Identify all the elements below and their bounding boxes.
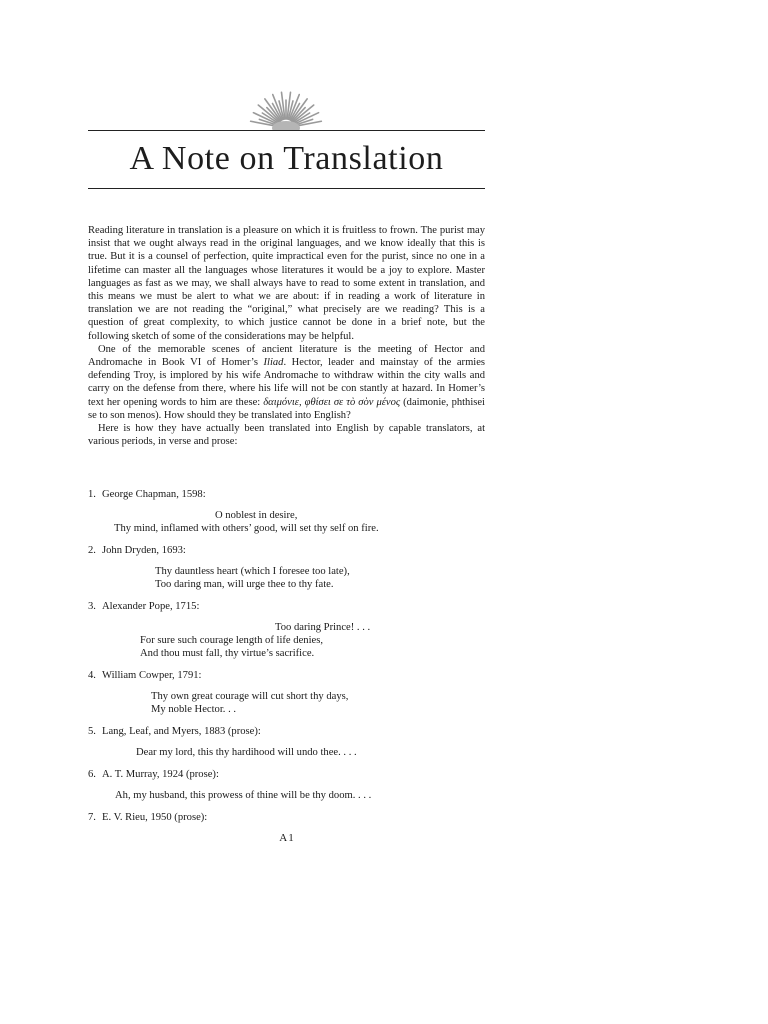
translation-heading: 3. Alexander Pope, 1715: — [88, 601, 200, 612]
translation-heading: 2. John Dryden, 1693: — [88, 545, 186, 556]
translation-item-6 — [88, 768, 485, 811]
paragraph-2-text-a: One of the memorable scenes of ancient literature is the meeting of Hector and Andromache in Book VI of Homer’s — [88, 343, 485, 369]
title-bottom-rule — [88, 188, 485, 189]
translation-item-2 — [88, 544, 485, 600]
paragraph-2 — [88, 343, 485, 422]
page-title: A Note on Translation — [129, 140, 444, 177]
translation-item-5 — [88, 725, 485, 768]
verse-line: For sure such courage length of life denies, — [140, 635, 323, 647]
translation-heading: 6. A. T. Murray, 1924 (prose): — [88, 769, 219, 780]
translation-item-3 — [88, 600, 485, 669]
verse-line: Thy mind, inflamed with others’ good, will set thy self on fire. — [114, 523, 379, 535]
verse-line: Thy own great courage will cut short thy days, — [151, 691, 349, 702]
translation-heading: 7. E. V. Rieu, 1950 (prose): — [88, 812, 208, 823]
paragraph-1: Reading literature in translation is a pleasure on which it is fruitless to frown. The purist may insist that we ought always read in the original languages, and we know ideally that this is true. But it is a counsel of perfection, quite impractical even for the purist, since no one in a lifetime can master all the languages whose literatures it would be a joy to explore. Master languages as fast as we may, we shall always have to read to some extent in translation, and this means we must be alert to what we are about: if in reading a work of literature in translation we are not reading the “original,” what precisely are we reading? This is a question of great complexity, to which justice cannot be done in a brief note, but the following sketch of some of the considerations may be helpful. — [88, 225, 485, 342]
verse-line: And thou must fall, thy virtue’s sacrifice. — [140, 648, 315, 660]
translation-item-1 — [88, 488, 485, 544]
greek-quote: δαιμόνιε, φθίσει σε τὸ σὸν μένος — [263, 396, 401, 408]
paragraph-3: Here is how they have actually been translated into English by capable translators, at various periods, in verse and prose: — [88, 423, 485, 448]
verse-line: Too daring Prince! . . . — [275, 622, 371, 633]
translation-heading: 5. Lang, Leaf, and Myers, 1883 (prose): — [88, 726, 261, 737]
translation-item-4 — [88, 669, 485, 725]
verse-line: My noble Hector. . . — [151, 704, 237, 716]
verse-line: O noblest in desire, — [215, 510, 298, 521]
paragraph-2-text-c: (daimonie, phthisei se to son menos). How should they be translated into English? — [88, 396, 485, 421]
iliad-title: Iliad — [263, 357, 284, 369]
sunburst-ornament-icon — [246, 88, 326, 130]
verse-line: Dear my lord, this thy hardihood will undo thee. . . . — [136, 747, 357, 758]
verse-line: Thy dauntless heart (which I foresee too late), — [155, 566, 350, 577]
translations-list — [88, 488, 485, 824]
translation-heading: 1. George Chapman, 1598: — [88, 489, 206, 500]
verse-line: Ah, my husband, this prowess of thine will be thy doom. . . . — [115, 790, 372, 801]
page-number: A1 — [279, 832, 295, 844]
body-text — [88, 224, 485, 448]
translation-item-7 — [88, 811, 485, 824]
title-top-rule — [88, 130, 485, 131]
paragraph-2-text-b: . Hector, leader and mainstay of the armies defending Troy, is implored by his wife Andromache to withdraw within the city walls and carry on the defense from there, where his life will not be con stantly at hazard. In Homer’s text her opening words to him are these: — [88, 357, 485, 408]
translation-heading: 4. William Cowper, 1791: — [88, 670, 202, 681]
verse-line: Too daring man, will urge thee to thy fate. — [155, 579, 334, 591]
